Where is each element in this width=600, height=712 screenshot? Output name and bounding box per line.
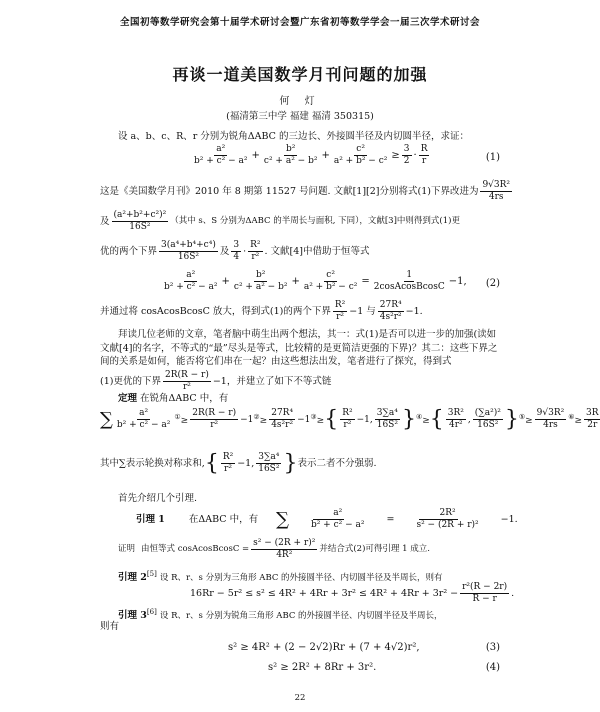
equation-number: (3) xyxy=(485,642,500,653)
lemma-intro: 首先介绍几个引理. xyxy=(118,493,198,504)
lemma-1: 引理 1 在ΔABC 中，有 ∑ $\frac{\text{a²}}{\text{b² + c² − a²}}$ = $\frac{\text{2R²}}{\text{s² − (2R + r)²}}$ −1. xyxy=(136,508,518,530)
theorem-label: 定理 xyxy=(118,393,138,404)
paragraph-1: 这是《美国数学月刊》2010 年 8 期第 11527 号问题. 文献[1][2]分别将式(1)下界改进为 $\frac{\text{9√3R²}}{4rs}$ xyxy=(100,180,511,202)
paragraph-2: 及 $\frac{\text{(a²+b²+c²)²}}{\text{16S²}}$ （其中 s、S 分别为ΔABC 的半周长与面积, 下同），文献[3]中则得到式(1)更 xyxy=(100,210,460,232)
page-number: 22 xyxy=(294,693,306,703)
equation-3: s² ≥ 4R² + (2 − 2√2)Rr + (7 + 4√2)r², xyxy=(228,642,420,653)
intro-text: 设 a、b、c、R、r 分别为锐角ΔABC 的三边长、外接圆半径及内切圆半径，求证： xyxy=(118,131,469,142)
paper-title: 再谈一道美国数学月刊问题的加强 xyxy=(172,65,428,84)
theorem: 定理 在锐角ΔABC 中，有 xyxy=(118,393,229,404)
affiliation: (福清第三中学 福建 福清 350315) xyxy=(226,111,374,122)
lemma-3-cont: 则有 xyxy=(100,621,120,632)
equation-2: $\frac{\text{a²}}{\text{b² + c² − a²}}$ + $\frac{\text{b²}}{\text{c² + a² − b²}}$ + $\frac{\text{c²}}{\text{a² + b² − c²}}$ = $\frac{1}{\text{2cosAcosBcosC}}$ −1, xyxy=(164,270,467,292)
proof-1: 证明 由恒等式 cosAcosBcosC = $\frac{\text{s² − (2R + r)²}}{\text{4R²}}$ 并结合式(2)可得引理 1 成立. xyxy=(118,538,430,560)
equation-number: (4) xyxy=(485,662,500,673)
equation-4: s² ≥ 2R² + 8Rr + 3r². xyxy=(268,662,377,673)
paragraph-6: (1)更优的下界 $\frac{2R(R - r)}{\text{r²}}$ −1，并建立了如下不等式链 xyxy=(100,370,332,392)
paragraph-4: 并通过将 cosAcosBcosC 放大，得到式(1)的两个下界 $\frac{\text{R²}}{\text{r²}}$ −1 与 $\frac{\text{27R⁴}}{\text{4s²r²}}$ −1. xyxy=(100,300,423,322)
author: 何 灯 xyxy=(279,96,321,107)
lemma-2-inequality: 16Rr − 5r² ≤ s² ≤ 4R² + 4Rr + 3r² ≤ 4R² + 4Rr + 3r² − $\frac{\text{r²(R − 2r)}}{R - r}$ . xyxy=(190,582,515,604)
running-header: 全国初等数学研究会第十届学术研讨会暨广东省初等数学学会一届三次学术研讨会 xyxy=(119,17,480,28)
equation-1: $\frac{\text{a²}}{\text{b² + c² − a²}}$ + $\frac{\text{b²}}{\text{c² + a² − b²}}$ + $\frac{\text{c²}}{\text{a² + b² − c²}}$ ≥ $\frac{3}{2}$ · $\frac{R}{r}$ xyxy=(194,144,428,166)
lemma-2: 引理 2[5] 设 R、r、s 分别为三角形 ABC 的外接圆半径、内切圆半径及半周长，则有 xyxy=(118,570,443,584)
equation-number: (2) xyxy=(485,278,500,289)
lemma-3: 引理 3[6] 设 R、r、s 分别为锐角三角形 ABC 的外接圆半径、内切圆半径及半周长， xyxy=(118,608,443,622)
equation-number: (1) xyxy=(485,152,500,163)
paragraph-3: 优的两个下界 $\frac{\text{3(a⁴+b⁴+c⁴)}}{\text{16S²}}$ 及 $\frac{3}{4}$ · $\frac{\text{R²}}{\text{r²}}$ . 文献[4]中借助于恒等式 xyxy=(100,240,370,262)
inequality-chain: ∑ $\frac{\text{a²}}{\text{b² + c² − a²}}$ ①≥ $\frac{2R(R - r)}{\text{r²}}$ −1 ②≥ $\frac{\text{27R⁴}}{\text{4s²r²}}$ −1 ③≥ { $\frac{\text{R²}}{\text{r²}}$ −1, $\frac{\text{3∑a⁴}}{\text{16S²}}$ } ④≥ { $\frac{\text{3R²}}{\text{4r²}}$ , $\frac{\text{(∑a²)²}}{\text{16S²}}$ } ⑤≥ $\frac{\text{9√3R²}}{4rs}$ ⑥≥ $\frac{3R}{2r}$ xyxy=(100,406,599,432)
chain-note: 其中∑表示轮换对称求和, { $\frac{\text{R²}}{\text{r²}}$ −1, $\frac{\text{3∑a⁴}}{\text{16S²}}$ } 表示二者不分强弱. xyxy=(100,450,377,476)
paragraph-5: 拜读几位老师的文章，笔者脑中萌生出两个想法，其一：式(1)是否可以进一步的加强(读如文献[4]的名字，不等式的“最”尽头是等式，比较精的是更简洁更强的下界)？其二：这些下界之间的关系是如何，能否将它们串在一起？由这些想法出发，笔者进行了探究，得到式 xyxy=(100,329,498,367)
